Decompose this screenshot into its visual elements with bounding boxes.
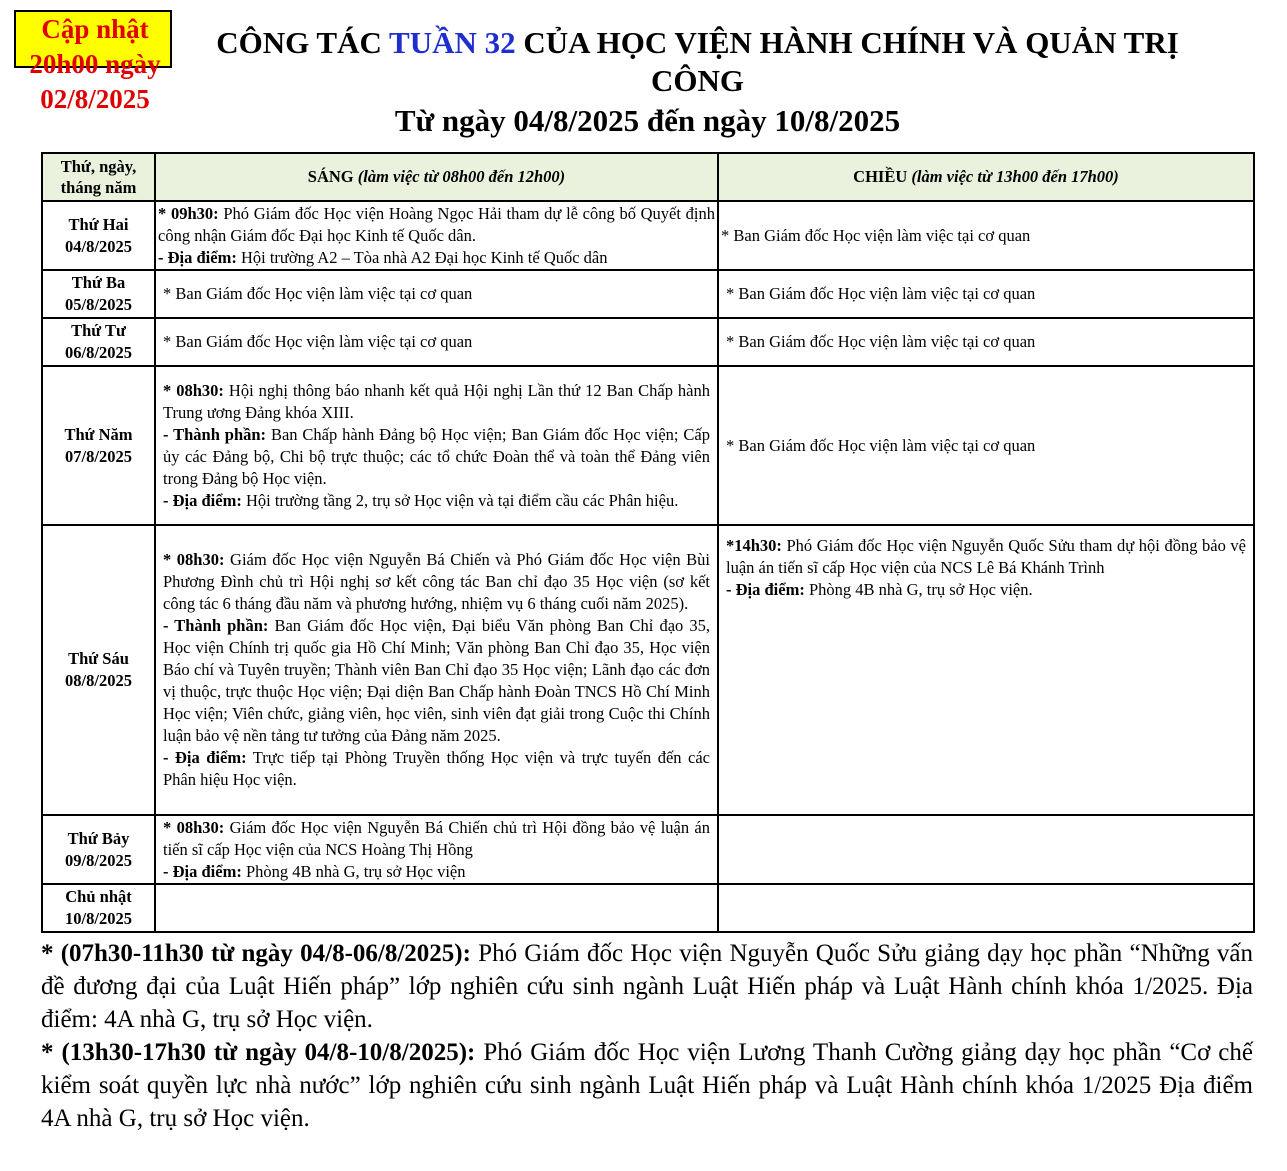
entry-text: * Ban Giám đốc Học viện làm việc tại cơ quan bbox=[163, 332, 473, 351]
page-subtitle: Từ ngày 04/8/2025 đến ngày 10/8/2025 bbox=[394, 103, 901, 138]
title-week: TUẦN 32 bbox=[389, 25, 516, 60]
entry-text: Ban Giám đốc Học viện, Đại biểu Văn phòng Ban Chỉ đạo 35, Học viện Chính trị quốc gia Hồ Chí Minh; Văn phòng Ban Chỉ đạo 35, Học viện Báo chí và Tuyên truyền; Thành viên Ban Chỉ đạo 35 Học viện; Lãnh đạo các đơn vị thuộc, trực thuộc Học viện; Đại diện Ban Chấp hành Đoàn TNCS Hồ Chí Minh Học viện; Viên chức, giảng viên, học viên, sinh viên đạt giải trong Cuộc thi Chính luận bảo vệ nền tảng tư tưởng của Đảng năm 2025. bbox=[163, 616, 710, 745]
morning-cell bbox=[155, 815, 718, 884]
update-badge-text: Cập nhật 20h00 ngày 02/8/2025 bbox=[29, 14, 161, 114]
entry-text: * Ban Giám đốc Học viện làm việc tại cơ quan bbox=[726, 332, 1036, 351]
entry-label: - Địa điểm: bbox=[163, 490, 242, 510]
entry-text: Phó Giám đốc Học viện Hoàng Ngọc Hải tham dự lễ công bố Quyết định công nhận Giám đốc Đại học Kinh tế Quốc dân. bbox=[158, 203, 715, 245]
footnote-text: Phó Giám đốc Học viện Nguyễn Quốc Sửu giảng dạy học phần “Những vấn đề đương đại của Luật Hiến pháp” lớp nghiên cứu sinh ngành Luật Hiến pháp và Luật Hành chính khóa 1/2025. Địa điểm: 4A nhà G, trụ sở Học viện. bbox=[41, 940, 1254, 1033]
day-date: 08/8/2025 bbox=[65, 671, 132, 690]
entry bbox=[163, 549, 710, 615]
afternoon-cell bbox=[718, 815, 1254, 884]
entry-label: * 08h30: bbox=[163, 550, 225, 569]
entry bbox=[726, 435, 1246, 457]
afternoon-cell bbox=[718, 318, 1254, 366]
footnote-text: Phó Giám đốc Học viện Lương Thanh Cường giảng dạy học phần “Cơ chế kiểm soát quyền lực nhà nước” lớp nghiên cứu sinh ngành Luật Hiến pháp và Luật Hành chính khóa 1/2025 Địa điểm 4A nhà G, trụ sở Học viện. bbox=[41, 1039, 1253, 1132]
entry bbox=[163, 283, 710, 305]
afternoon-cell bbox=[718, 270, 1254, 318]
table-row bbox=[42, 525, 1254, 815]
entry bbox=[163, 380, 710, 424]
table-row bbox=[42, 884, 1254, 932]
day-cell bbox=[42, 366, 155, 525]
header-morning-italic: (làm việc từ 08h00 đến 12h00) bbox=[357, 167, 566, 186]
entry-text: Hội trường tầng 2, trụ sở Học viện và tại điểm cầu các Phân hiệu. bbox=[241, 490, 679, 510]
entry-text: Hội nghị thông báo nhanh kết quả Hội nghị Lần thứ 12 Ban Chấp hành Trung ương Đảng khóa XIII. bbox=[163, 380, 711, 422]
entry bbox=[726, 579, 1246, 601]
day-date: 05/8/2025 bbox=[65, 295, 132, 314]
entry bbox=[726, 283, 1246, 305]
morning-cell bbox=[155, 201, 718, 270]
morning-cell bbox=[155, 270, 718, 318]
table-row bbox=[42, 201, 1254, 270]
entry-text: Phòng 4B nhà G, trụ sở Học viện bbox=[241, 861, 466, 881]
day-cell bbox=[42, 525, 155, 815]
footnote bbox=[41, 1036, 1253, 1135]
entry-text: Phòng 4B nhà G, trụ sở Học viện. bbox=[804, 580, 1033, 599]
day-name: Thứ Bảy bbox=[67, 828, 130, 848]
morning-cell bbox=[155, 366, 718, 525]
entry-text: Phó Giám đốc Học viện Nguyễn Quốc Sửu tham dự hội đồng bảo vệ luận án tiến sĩ cấp Học viện của NCS Lê Bá Khánh Trình bbox=[726, 536, 1246, 577]
page-title bbox=[175, 24, 1220, 100]
entry-text: * Ban Giám đốc Học viện làm việc tại cơ quan bbox=[726, 284, 1036, 303]
entry-text: Ban Chấp hành Đảng bộ Học viện; Ban Giám đốc Học viện; Cấp ủy các Đảng bộ, Chi bộ trực thuộc; các tổ chức Đoàn thể và toàn thể Đảng viên trong Đảng bộ Học viện. bbox=[163, 424, 710, 488]
entry bbox=[163, 424, 710, 490]
header-day-text: Thứ, ngày, tháng năm bbox=[60, 157, 137, 197]
entry-label: - Địa điểm: bbox=[726, 580, 805, 599]
morning-cell bbox=[155, 884, 718, 932]
entry bbox=[158, 247, 715, 269]
entry-label: - Thành phần: bbox=[163, 424, 267, 444]
afternoon-cell bbox=[718, 366, 1254, 525]
entry-text: Trực tiếp tại Phòng Truyền thống Học viện và trực tuyến đến các Phân hiệu Học viện. bbox=[163, 748, 710, 789]
footnote bbox=[41, 937, 1253, 1036]
day-date: 09/8/2025 bbox=[65, 850, 132, 870]
entry-label: - Thành phần: bbox=[163, 616, 269, 635]
morning-cell bbox=[155, 525, 718, 815]
entry bbox=[163, 615, 710, 747]
day-name: Chủ nhật bbox=[65, 887, 132, 906]
title-prefix: CÔNG TÁC bbox=[216, 25, 390, 60]
day-name: Thứ Sáu bbox=[68, 649, 129, 668]
entry bbox=[163, 331, 710, 353]
table-row bbox=[42, 366, 1254, 525]
entry-text: Giám đốc Học viện Nguyễn Bá Chiến và Phó Giám đốc Học viện Bùi Phương Đình chủ trì Hội nghị sơ kết công tác Ban chỉ đạo 35 Học viện (sơ kết công tác 6 tháng đầu năm và phương hướng, nhiệm vụ 6 tháng cuối năm 2025). bbox=[163, 550, 711, 613]
header-day bbox=[42, 153, 155, 201]
table-row bbox=[42, 270, 1254, 318]
day-cell bbox=[42, 318, 155, 366]
entry-label: * 08h30: bbox=[163, 380, 224, 400]
entry bbox=[163, 861, 710, 883]
day-date: 06/8/2025 bbox=[65, 343, 132, 362]
table-row bbox=[42, 318, 1254, 366]
entry bbox=[163, 490, 710, 512]
entry-text: * Ban Giám đốc Học viện làm việc tại cơ quan bbox=[163, 284, 473, 303]
entry bbox=[721, 225, 1251, 247]
day-name: Thứ Ba bbox=[71, 273, 126, 292]
day-name: Thứ Tư bbox=[71, 321, 126, 340]
schedule-table bbox=[41, 152, 1255, 933]
header-afternoon bbox=[718, 153, 1254, 201]
entry-label: - Địa điểm: bbox=[158, 247, 237, 267]
day-date: 10/8/2025 bbox=[65, 909, 132, 928]
entry-label: *14h30: bbox=[726, 536, 782, 555]
entry-text: * Ban Giám đốc Học viện làm việc tại cơ quan bbox=[721, 225, 1031, 245]
day-cell bbox=[42, 201, 155, 270]
header-afternoon-bold: CHIỀU bbox=[853, 167, 912, 186]
entry-text: Giám đốc Học viện Nguyễn Bá Chiến chủ trì Hội đồng bảo vệ luận án tiến sĩ cấp Học viện của NCS Hoàng Thị Hồng bbox=[163, 817, 710, 859]
header-afternoon-italic: (làm việc từ 13h00 đến 17h00) bbox=[911, 167, 1119, 186]
entry bbox=[726, 535, 1246, 579]
header-morning-bold: SÁNG bbox=[307, 167, 358, 186]
day-date: 04/8/2025 bbox=[65, 236, 132, 256]
entry-label: * 08h30: bbox=[163, 817, 225, 837]
afternoon-cell bbox=[718, 201, 1254, 270]
table-header-row bbox=[42, 153, 1254, 201]
day-cell bbox=[42, 815, 155, 884]
footnotes bbox=[41, 937, 1253, 1135]
entry-text: * Ban Giám đốc Học viện làm việc tại cơ quan bbox=[726, 435, 1036, 455]
afternoon-cell bbox=[718, 884, 1254, 932]
table-row bbox=[42, 815, 1254, 884]
footnote-label: * (07h30-11h30 từ ngày 04/8-06/8/2025): bbox=[41, 940, 471, 967]
entry-label: - Địa điểm: bbox=[163, 861, 242, 881]
afternoon-cell bbox=[718, 525, 1254, 815]
entry-label: * 09h30: bbox=[158, 203, 219, 223]
entry bbox=[163, 817, 710, 861]
title-suffix: CỦA HỌC VIỆN HÀNH CHÍNH VÀ QUẢN TRỊ CÔNG bbox=[515, 25, 1179, 98]
entry-text: Hội trường A2 – Tòa nhà A2 Đại học Kinh tế Quốc dân bbox=[236, 247, 608, 267]
day-date: 07/8/2025 bbox=[65, 446, 132, 466]
entry bbox=[158, 203, 715, 247]
day-name: Thứ Năm bbox=[64, 424, 133, 444]
entry-label: - Địa điểm: bbox=[163, 748, 247, 767]
entry bbox=[163, 747, 710, 791]
day-cell bbox=[42, 270, 155, 318]
entry bbox=[726, 331, 1246, 353]
header-morning bbox=[155, 153, 718, 201]
footnote-label: * (13h30-17h30 từ ngày 04/8-10/8/2025): bbox=[41, 1039, 476, 1066]
morning-cell bbox=[155, 318, 718, 366]
day-name: Thứ Hai bbox=[68, 214, 129, 234]
day-cell bbox=[42, 884, 155, 932]
